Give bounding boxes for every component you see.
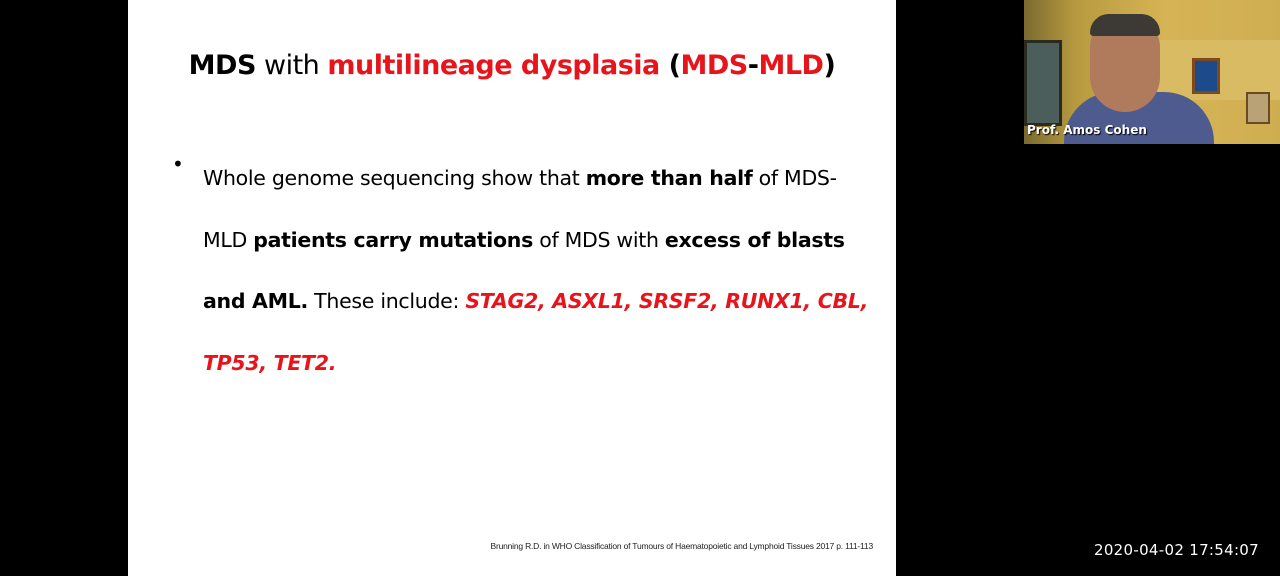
bullet-bold-3: excess of blasts and AML.: [203, 227, 845, 313]
participant-hair: [1090, 14, 1160, 36]
title-dash: -: [747, 50, 759, 81]
participant-video-tile[interactable]: [1024, 0, 1280, 144]
bullet-text: [203, 148, 873, 394]
citation: Brunning R.D. in WHO Classification of Tumours of Haematopoietic and Lymphoid Tissues 2017 p. 111-113: [490, 541, 873, 551]
title-with: with: [255, 50, 328, 81]
bullet-bold-2: patients carry mutations: [253, 227, 533, 252]
title-paren-open: (: [659, 50, 681, 81]
presentation-slide: [128, 0, 896, 576]
bullet-text-3: of MDS with: [533, 227, 665, 252]
gene-list: STAG2, ASXL1, SRSF2, RUNX1, CBL, TP53, TET2.: [203, 289, 869, 375]
bullet-text-1: Whole genome sequencing show that: [203, 166, 586, 190]
participant-name: Prof. Amos Cohen: [1027, 123, 1147, 137]
video-picture-frame: [1192, 58, 1220, 94]
title-multilineage: multilineage dysplasia: [327, 50, 660, 81]
bullet-text-2: of MDS-MLD: [203, 166, 837, 252]
bullet-text-4: These include:: [307, 289, 466, 313]
title-abbrev-mds: MDS: [680, 50, 748, 81]
bullet-dot-icon: •: [172, 152, 184, 176]
slide-title: [128, 50, 896, 81]
video-picture-frame-2: [1246, 92, 1270, 124]
title-paren-close: ): [823, 50, 836, 81]
bullet-bold-1: more than half: [585, 166, 753, 190]
title-abbrev-mld: MLD: [758, 50, 824, 81]
video-window: [1024, 40, 1062, 126]
title-mds: MDS: [188, 50, 256, 81]
recording-timestamp: 2020-04-02 17:54:07: [1093, 541, 1259, 559]
